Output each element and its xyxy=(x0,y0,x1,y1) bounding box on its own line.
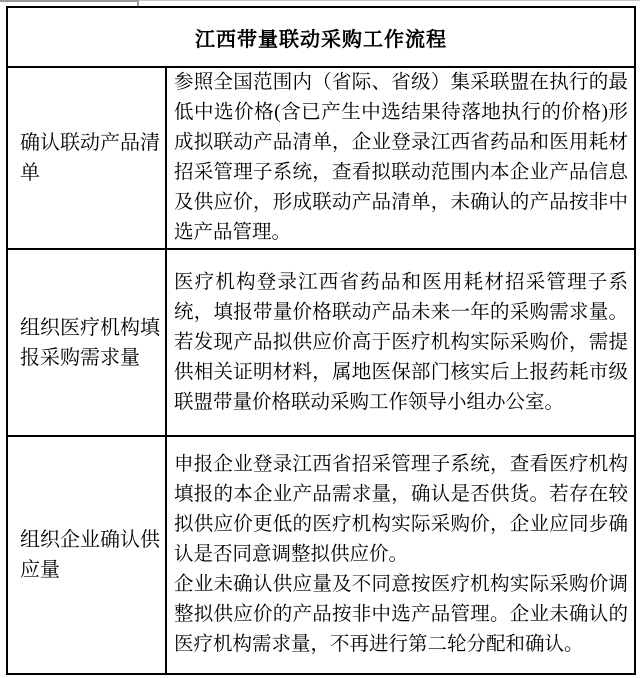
table-title: 江西带量联动采购工作流程 xyxy=(7,7,635,67)
step-content-paragraph: 参照全国范围内（省际、省级）集采联盟在执行的最低中选价格(含已产生中选结果待落地执行的价格)形成拟联动产品清单，企业登录江西省药品和医用耗材招采管理子系统，查看拟联动范围内本企业产品信息及供应价，形成联动产品清单，未确认的产品按非中选产品管理。 xyxy=(174,72,628,243)
top-remnant-line-right xyxy=(139,0,640,1)
step-content-org-enterprise-supply xyxy=(166,436,635,674)
table-row xyxy=(7,249,635,436)
step-content-org-medical-demand xyxy=(166,249,635,436)
step-label-confirm-product-list: 确认联动产品清单 xyxy=(7,67,166,249)
table-title-row xyxy=(7,7,635,67)
procurement-workflow-table xyxy=(6,6,636,675)
step-content-paragraph: 医疗机构登录江西省药品和医用耗材招采管理子系统，填报带量价格联动产品未来一年的采购需求量。若发现产品拟供应价高于医疗机构实际采购价，需提供相关证明材料，属地医保部门核实后上报药耗市级联盟带量价格联动采购工作领导小组办公室。 xyxy=(174,271,628,413)
table-row xyxy=(7,436,635,674)
table-row xyxy=(7,67,635,249)
step-content-confirm-product-list xyxy=(166,67,635,249)
top-remnant-line-left xyxy=(0,0,138,2)
step-label-org-enterprise-supply: 组织企业确认供应量 xyxy=(7,436,166,674)
step-content-paragraph: 企业未确认供应量及不同意按医疗机构实际采购价调整拟供应价的产品按非中选产品管理。企业未确认的医疗机构需求量，不再进行第二轮分配和确认。 xyxy=(174,574,628,655)
step-content-paragraph: 申报企业登录江西省招采管理子系统，查看医疗机构填报的本企业产品需求量，确认是否供货。若存在较拟供应价更低的医疗机构实际采购价，企业应同步确认是否同意调整拟供应价。 xyxy=(174,454,628,565)
step-label-org-medical-demand: 组织医疗机构填报采购需求量 xyxy=(7,249,166,436)
